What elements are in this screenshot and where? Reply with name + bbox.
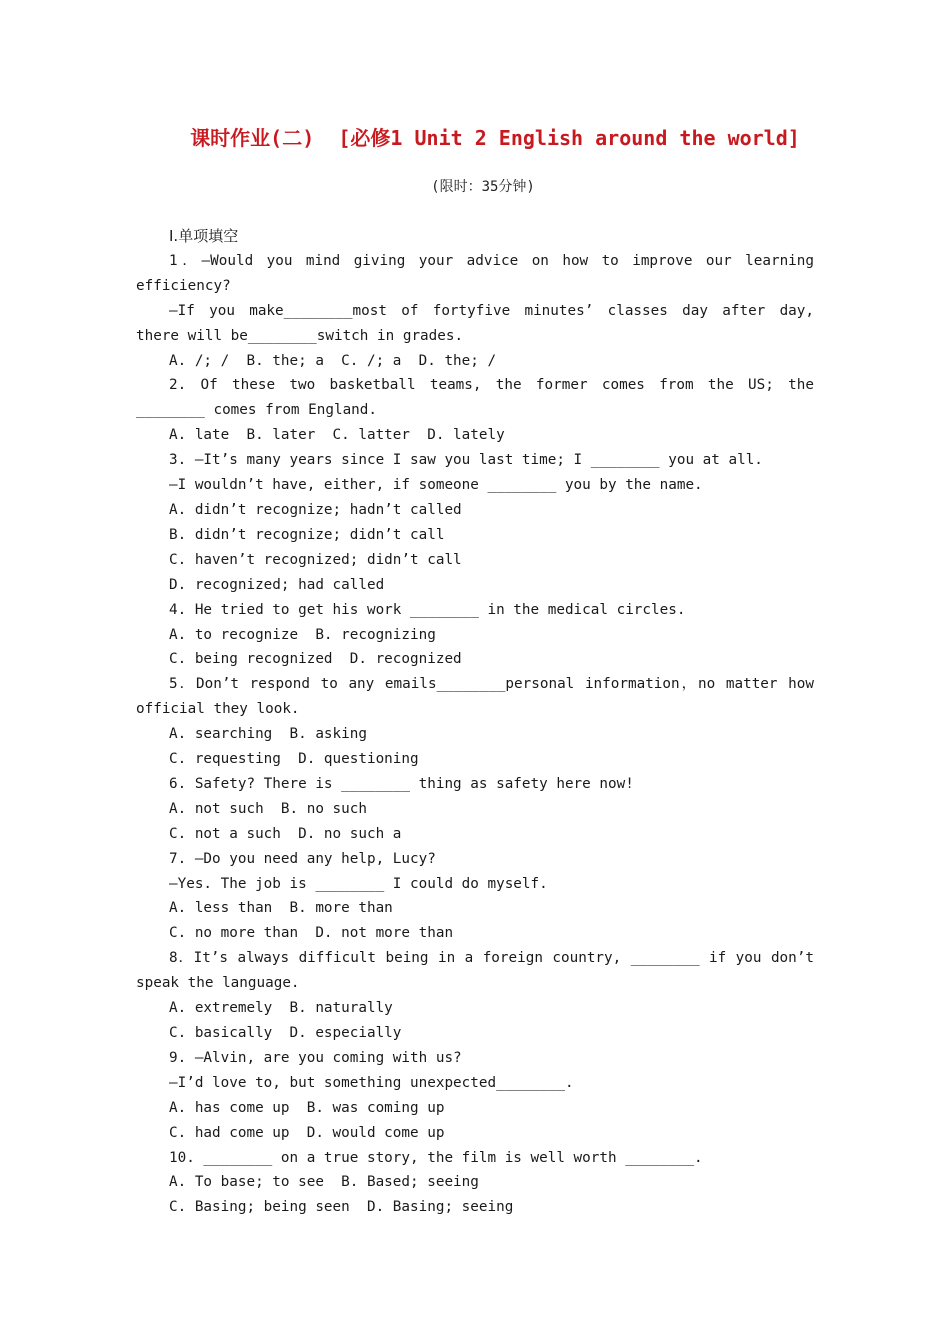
question-text: 8．It’s always difficult being in a foreign country, ________ if you don’t speak the language. — [136, 950, 823, 992]
question-list — [136, 249, 823, 1220]
answer-options: B. didn’t recognize; didn’t call — [169, 526, 445, 543]
answer-options: A. less than B. more than — [169, 900, 393, 917]
answer-options: A. to recognize B. recognizing — [169, 626, 436, 643]
question-item — [136, 249, 823, 374]
question-text: 9. —Alvin, are you coming with us? — [169, 1049, 462, 1066]
title-left: 课时作业(二) — [190, 126, 315, 150]
section-title: Ⅰ.单项填空 — [169, 227, 239, 245]
answer-options: A. To base; to see B. Based; seeing — [169, 1174, 479, 1191]
time-limit: (限时：35分钟) — [431, 179, 535, 195]
question-item — [136, 946, 823, 1046]
answer-options: A. has come up B. was coming up — [169, 1099, 445, 1116]
answer-options: C. Basing; being seen D. Basing; seeing — [169, 1199, 514, 1216]
question-text: —I’d love to, but something unexpected________. — [169, 1074, 574, 1091]
answer-options: C. had come up D. would come up — [169, 1124, 445, 1141]
question-item — [136, 672, 823, 772]
answer-options: C. not a such D. no such a — [169, 825, 402, 842]
question-text: —I wouldn’t have, either, if someone ________ you by the name. — [169, 477, 703, 494]
exercise-body — [136, 224, 823, 1220]
answer-options: A. searching B. asking — [169, 726, 367, 743]
question-text: —If you make________most of fortyfive minutes’ classes day after day, there will be________switch in grades. — [136, 302, 823, 344]
answer-options: A. /; / B. the; a C. /; a D. the; / — [169, 352, 497, 369]
question-item — [136, 772, 814, 847]
answer-options: C. haven’t recognized; didn’t call — [169, 551, 462, 568]
question-text: 7. —Do you need any help, Lucy? — [169, 850, 436, 867]
question-text: 6. Safety? There is ________ thing as safety here now! — [169, 775, 634, 792]
question-text: 2. Of these two basketball teams, the former comes from the US; the ________ comes from England. — [136, 377, 823, 419]
question-item — [136, 373, 823, 448]
question-item — [136, 1146, 814, 1221]
question-item — [136, 1046, 814, 1146]
question-text: 5．Don’t respond to any emails________personal information，no matter how official they look. — [136, 676, 823, 718]
answer-options: A. late B. later C. latter D. lately — [169, 427, 505, 444]
answer-options: D. recognized; had called — [169, 576, 385, 593]
question-text: 1．—Would you mind giving your advice on how to improve our learning efficiency? — [136, 252, 823, 294]
answer-options: A. didn’t recognize; hadn’t called — [169, 501, 462, 518]
title-right: [必修1 Unit 2 English around the world] — [338, 126, 800, 150]
answer-options: A. extremely B. naturally — [169, 1000, 393, 1017]
answer-options: A. not such B. no such — [169, 800, 367, 817]
question-text: 10. ________ on a true story, the film is well worth ________. — [169, 1149, 703, 1166]
question-item — [136, 847, 814, 947]
question-item — [136, 448, 814, 597]
answer-options: C. being recognized D. recognized — [169, 651, 462, 668]
answer-options: C. basically D. especially — [169, 1025, 402, 1041]
answer-options: C. no more than D. not more than — [169, 925, 454, 942]
answer-options: C. requesting D. questioning — [169, 751, 419, 768]
question-item — [136, 598, 814, 673]
page-title — [0, 122, 950, 151]
question-text: 3. —It’s many years since I saw you last time; I ________ you at all. — [169, 452, 763, 469]
question-text: —Yes. The job is ________ I could do myself. — [169, 875, 548, 892]
question-text: 4. He tried to get his work ________ in the medical circles. — [169, 601, 686, 618]
